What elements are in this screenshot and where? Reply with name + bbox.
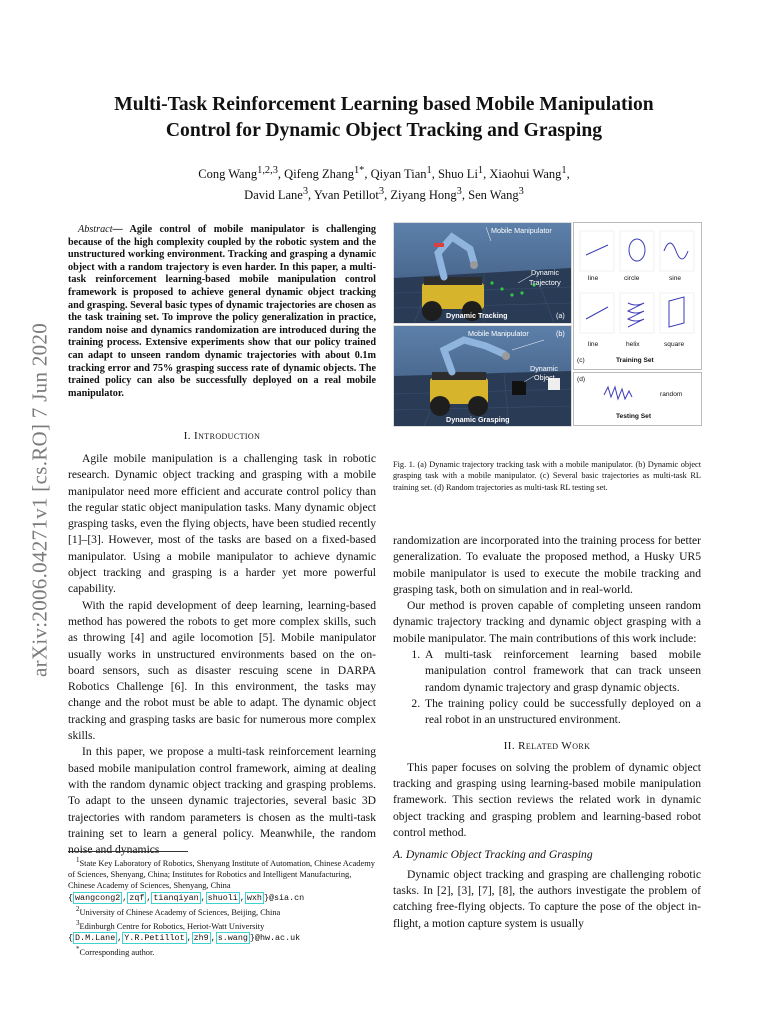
- abstract-label: Abstract: [78, 224, 113, 235]
- email-link[interactable]: zh9: [193, 933, 209, 944]
- intro-paragraph: With the rapid development of deep learning, learning-based method has powered the robots to get more complex skills, such as throwing [4] and agile locomotion [5]. Mobile manipulator usually works in unstructured environments based on the on-board sensors, such as disaster rescuing scene in DARPA Robotics Challenge [6]. In this environment, the tasks may change and the robot must be able to adapt. The dynamic object tracking and grasping tasks are basic for numerous more complex skills.: [68, 598, 376, 743]
- label-circle: circle: [624, 275, 640, 282]
- figure-panel-c: [573, 222, 702, 370]
- email-link[interactable]: s.wang: [217, 933, 248, 944]
- section-heading-introduction: I. Introduction: [183, 430, 261, 442]
- label-square: square: [664, 341, 685, 348]
- title-line-2: Control for Dynamic Object Tracking and Grasping: [165, 120, 603, 141]
- panel-tag-a: (a): [556, 311, 565, 320]
- author: Cong Wang$^{1,2,3}$,: [198, 165, 285, 182]
- email-link[interactable]: zqf: [129, 892, 145, 903]
- body-paragraph: Dynamic object tracking and grasping are challenging robotic tasks. In [2], [3], [7], [8], the authors investigate the problem of catching free-flying objects. To capture the pose of the object in-flight, a motion capture system is usually: [393, 867, 701, 930]
- introduction-section: [68, 430, 376, 858]
- contributions-list: [393, 647, 701, 728]
- author: Shuo Li$^1$,: [437, 165, 490, 182]
- author-line-1: [70, 162, 698, 183]
- body-paragraph: Our method is proven capable of completing unseen random dynamic trajectory tracking and dynamic object grasping with a mobile manipulator. The main contributions of this work include:: [393, 599, 701, 645]
- author: Sen Wang$^3$: [468, 186, 524, 203]
- intro-paragraph: In this paper, we propose a multi-task reinforcement learning based mobile manipulation control framework, aiming at dealing with the random dynamic object tracking and grasping problems. To adapt to the unseen dynamic trajectories, several basic 3D trajectories with random parameters is chosen as the multi-task training set to learn a general policy. Meanwhile, the random noise and dynamics: [68, 745, 376, 857]
- label-dynamic-tracking: Dynamic Tracking: [446, 311, 508, 320]
- email-link[interactable]: shuoli: [207, 892, 238, 903]
- label-random: random: [660, 391, 683, 398]
- right-column: [393, 533, 701, 932]
- contribution-item: 1. A multi-task reinforcement learning based mobile manipulation control framework that can track unseen random dynamic trajectory and grasp dynamic objects.: [423, 647, 701, 696]
- author-line-2: [70, 183, 698, 204]
- figure-1: [393, 222, 701, 426]
- arxiv-stamp: [20, 280, 60, 720]
- label-dynamic-grasping: Dynamic Grasping: [446, 415, 510, 424]
- email-link[interactable]: tianqiyan: [153, 892, 199, 903]
- figure-panel-b: [393, 325, 572, 427]
- label-mobile-manipulator: Mobile Manipulator: [491, 226, 552, 235]
- author: Xiaohui Wang$^1$,: [489, 165, 570, 182]
- subsection-heading: A. Dynamic Object Tracking and Grasping: [393, 848, 593, 862]
- label-dynamic-object: Object: [534, 373, 555, 382]
- author: Qifeng Zhang$^{1*}$,: [284, 165, 371, 182]
- footnote-3: $^3$Edinburgh Centre for Robotics, Heriot-Watt University { D.M.Lane , Y.R.Petillot , zh9 , s.wang }@hw.ac.uk: [68, 919, 301, 944]
- label-dynamic-trajectory: Trajectory: [529, 278, 561, 287]
- email-link[interactable]: wangcong2: [75, 892, 121, 903]
- email-link[interactable]: wxh: [246, 892, 262, 903]
- footnote-corresponding: *Corresponding author.: [76, 945, 155, 958]
- body-paragraph: This paper focuses on solving the problem of dynamic object tracking and grasping using learning-based mobile manipulation framework. This section reviews the related work in dynamic object tracking and grasping problem and learning-based robot control method.: [393, 760, 701, 840]
- panel-tag-b: (b): [556, 329, 565, 338]
- figure-caption: Fig. 1. (a) Dynamic trajectory tracking task with a mobile manipulator. (b) Dynamic object grasping task with a mobile manipulator. (c) Several basic trajectories as multi-task RL training set. (d) Random trajectories as multi-task RL testing set.: [393, 460, 701, 492]
- label-mobile-manipulator: Mobile Manipulator: [468, 329, 529, 338]
- paper-title: [70, 92, 698, 144]
- figure-panel-a: [393, 222, 572, 324]
- label-testing-set: Testing Set: [616, 413, 652, 420]
- label-dynamic-object: Dynamic: [530, 364, 558, 373]
- section-heading-related-work: II. Related Work: [503, 739, 591, 752]
- abstract-text: — Agile control of mobile manipulator is challenging because of the high complexity coupled by the robotic system and the unstructured working environment. Tracking and grasping a dynamic object with a random trajectory is even harder. In this paper, a multi-task reinforcement learning-based mobile manipulation control framework is proposed to achieve general dynamic object tracking and grasping. Several basic types of dynamic trajectories are chosen as the task training set. To improve the policy generalization in practice, random noise and dynamics randomization are introduced during the training process. Extensive experiments show that our policy trained can adapt to unseen random dynamic trajectories with about 0.1m tracking error and 75% grasping success rate of dynamic objects. The trained policy can also be successfully deployed on a real mobile manipulator.: [68, 224, 376, 399]
- introduction-body: [68, 451, 376, 858]
- author: Yvan Petillot$^3$,: [313, 186, 391, 203]
- footnote-1: $^1$State Key Laboratory of Robotics, Shenyang Institute of Automation, Chinese Academy of Sciences, Shenyang, China; Institutes for Robotics and Intelligent Manufacturing, Chinese Academy of Sciences, Shenyang, China { wangcong2 , zqf , tianqiyan , shuoli , wxh }@sia.cn: [68, 856, 375, 903]
- author: Ziyang Hong$^3$,: [390, 186, 469, 203]
- title-line-1: Multi-Task Reinforcement Learning based Mobile Manipulation: [114, 94, 654, 115]
- label-helix: helix: [626, 341, 640, 348]
- body-paragraph: randomization are incorporated into the training process for better generalization. To evaluate the proposed method, a Husky UR5 mobile manipulator is used to execute the mobile tracking and grasping task, both on simulation and in real-world.: [393, 534, 701, 596]
- abstract: [68, 224, 376, 400]
- label-line: line: [588, 341, 599, 348]
- email-link[interactable]: D.M.Lane: [75, 933, 116, 944]
- author-list: [70, 162, 698, 204]
- footnote-rule: [68, 851, 188, 852]
- footnotes: [68, 855, 376, 959]
- intro-paragraph: Agile mobile manipulation is a challenging task in robotic research. Dynamic object tracking and grasping with a mobile manipulator need more efficient and accurate control policy than the regular static object manipulation tasks. Many dynamic object grasping tasks, even the flying objects, have been studied recently [1]–[3]. However, most of the tasks are based on a fixed-based manipulator. Using a mobile manipulator to achieve dynamic object tracking and grasping is a harder yet more powerful capability.: [68, 452, 376, 596]
- panel-tag-d: (d): [577, 376, 586, 383]
- footnote-2: $^2$University of Chinese Academy of Sciences, Beijing, China: [76, 904, 281, 917]
- email-link[interactable]: Y.R.Petillot: [124, 933, 185, 944]
- label-line: line: [588, 275, 599, 282]
- contribution-item: 2. The training policy could be successfully deployed on a real robot in an unstructured environment.: [423, 696, 701, 729]
- author: Qiyan Tian$^1$,: [370, 165, 438, 182]
- panel-tag-c: (c): [577, 357, 585, 364]
- figure-panel-d: [573, 372, 702, 426]
- label-training-set: Training Set: [616, 357, 654, 364]
- label-sine: sine: [669, 275, 682, 282]
- arxiv-id: arXiv:2006.04271v1 [cs.RO] 7 Jun 2020: [27, 322, 52, 678]
- label-dynamic-trajectory: Dynamic: [531, 268, 559, 277]
- author: David Lane$^3$,: [244, 186, 314, 203]
